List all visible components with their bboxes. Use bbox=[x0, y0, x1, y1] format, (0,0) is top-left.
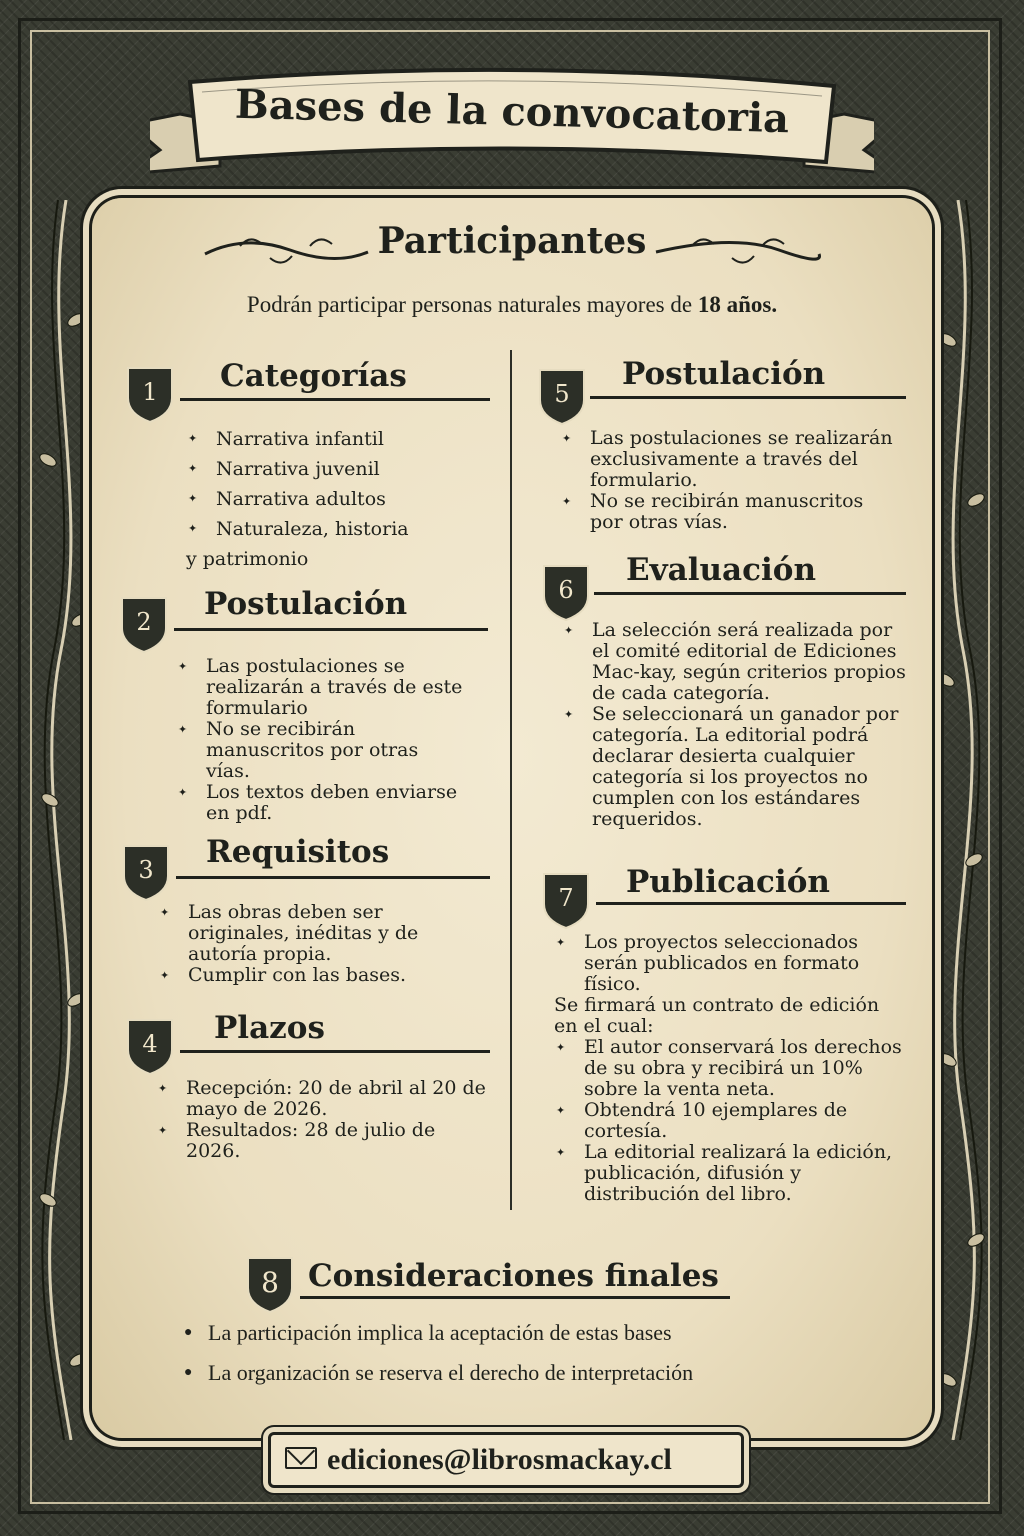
list-item: ✦ La editorial realizará la edición, publicación, difusión y distribución del libro. bbox=[554, 1142, 904, 1205]
list-item: ✦ El autor conservará los derechos de su obra y recibirá un 10% sobre la venta neta. bbox=[554, 1037, 904, 1100]
list-item: ● La participación implica la aceptación de estas bases bbox=[184, 1320, 693, 1346]
section-underline bbox=[300, 1296, 730, 1299]
section-underline bbox=[594, 592, 906, 595]
section-badge-5: 5 bbox=[536, 366, 588, 426]
section-title-consideraciones: Consideraciones finales bbox=[308, 1258, 719, 1294]
section-title-evaluacion: Evaluación bbox=[626, 552, 816, 588]
section-badge-3: 3 bbox=[120, 842, 172, 902]
section-title-postulacion-2: Postulación bbox=[622, 356, 826, 392]
section-underline bbox=[596, 902, 906, 905]
section-underline bbox=[176, 876, 490, 879]
postulacion-list bbox=[176, 656, 466, 824]
contact-email-box bbox=[268, 1432, 744, 1488]
list-item: ✦ Cumplir con las bases. bbox=[158, 965, 478, 986]
list-item: ● La organización se reserva el derecho de interpretación bbox=[184, 1360, 693, 1386]
section-underline bbox=[590, 396, 906, 399]
categories-list bbox=[186, 424, 486, 574]
list-item: ✦ Las postulaciones se realizarán exclusivamente a través del formulario. bbox=[560, 428, 900, 491]
envelope-icon bbox=[285, 1447, 317, 1469]
section-badge-7: 7 bbox=[540, 870, 592, 930]
consideraciones-list bbox=[184, 1320, 693, 1400]
list-item: ✦ Naturaleza, historia bbox=[186, 514, 486, 544]
section-badge-6: 6 bbox=[540, 562, 592, 622]
list-item: ✦ Las obras deben ser originales, inéditas y de autoría propia. bbox=[158, 902, 478, 965]
section-badge-8: 8 bbox=[244, 1254, 296, 1314]
publicacion-list bbox=[554, 932, 904, 1205]
section-badge-1: 1 bbox=[124, 364, 176, 424]
list-item: ✦ Obtendrá 10 ejemplares de cortesía. bbox=[554, 1100, 904, 1142]
participants-intro-text: Podrán participar personas naturales mayores de bbox=[246, 292, 698, 317]
section-title-publicacion: Publicación bbox=[626, 864, 830, 900]
page-title: Bases de la convocatoria bbox=[234, 80, 790, 143]
list-item: ✦ Recepción: 20 de abril al 20 de mayo de 2026. bbox=[156, 1078, 486, 1120]
participants-intro bbox=[120, 292, 904, 318]
plazos-list bbox=[156, 1078, 486, 1162]
section-underline bbox=[174, 628, 488, 631]
section-title-plazos: Plazos bbox=[214, 1010, 325, 1046]
column-divider bbox=[510, 350, 512, 1210]
contact-email[interactable]: ediciones@librosmackay.cl bbox=[327, 1443, 672, 1476]
participants-title: Participantes bbox=[377, 220, 647, 262]
list-item-continuation: y patrimonio bbox=[186, 548, 309, 570]
list-item: ✦ Narrativa infantil bbox=[186, 424, 486, 454]
evaluacion-list bbox=[562, 620, 912, 830]
list-item: ✦ Los textos deben enviarse en pdf. bbox=[176, 782, 466, 824]
title-banner bbox=[150, 62, 874, 180]
list-item: ✦ Los proyectos seleccionados serán publicados en formato físico. bbox=[554, 932, 904, 995]
requisitos-list bbox=[158, 902, 478, 986]
section-title-categorias: Categorías bbox=[220, 358, 407, 394]
list-item: ✦ Las postulaciones se realizarán a través de este formulario bbox=[176, 656, 466, 719]
section-badge-4: 4 bbox=[124, 1016, 176, 1076]
section-title-requisitos: Requisitos bbox=[206, 834, 390, 870]
list-item: ✦ No se recibirán manuscritos por otras vías. bbox=[560, 491, 900, 533]
list-item: ✦ Narrativa juvenil bbox=[186, 454, 486, 484]
participants-age: 18 años. bbox=[697, 292, 778, 317]
section-underline bbox=[180, 1050, 490, 1053]
list-item: ✦ No se recibirán manuscritos por otras vías. bbox=[176, 719, 466, 782]
list-item: ✦ Se seleccionará un ganador por categoría. La editorial podrá declarar desierta cualquier categoría si los proyectos no cumplen con los estándares requeridos. bbox=[562, 704, 912, 830]
postulacion-2-list bbox=[560, 428, 900, 533]
list-item: ✦ La selección será realizada por el comité editorial de Ediciones Mac-kay, según criterios propios de cada categoría. bbox=[562, 620, 912, 704]
vine-right-ornament bbox=[928, 200, 988, 1440]
vine-left-ornament bbox=[36, 200, 96, 1440]
list-item-middle: Se firmará un contrato de edición en el cual: bbox=[554, 994, 880, 1037]
list-item: ✦ Resultados: 28 de julio de 2026. bbox=[156, 1120, 486, 1162]
list-item: ✦ Narrativa adultos bbox=[186, 484, 486, 514]
section-title-postulacion: Postulación bbox=[204, 586, 408, 622]
section-underline bbox=[180, 398, 490, 401]
section-badge-2: 2 bbox=[118, 594, 170, 654]
